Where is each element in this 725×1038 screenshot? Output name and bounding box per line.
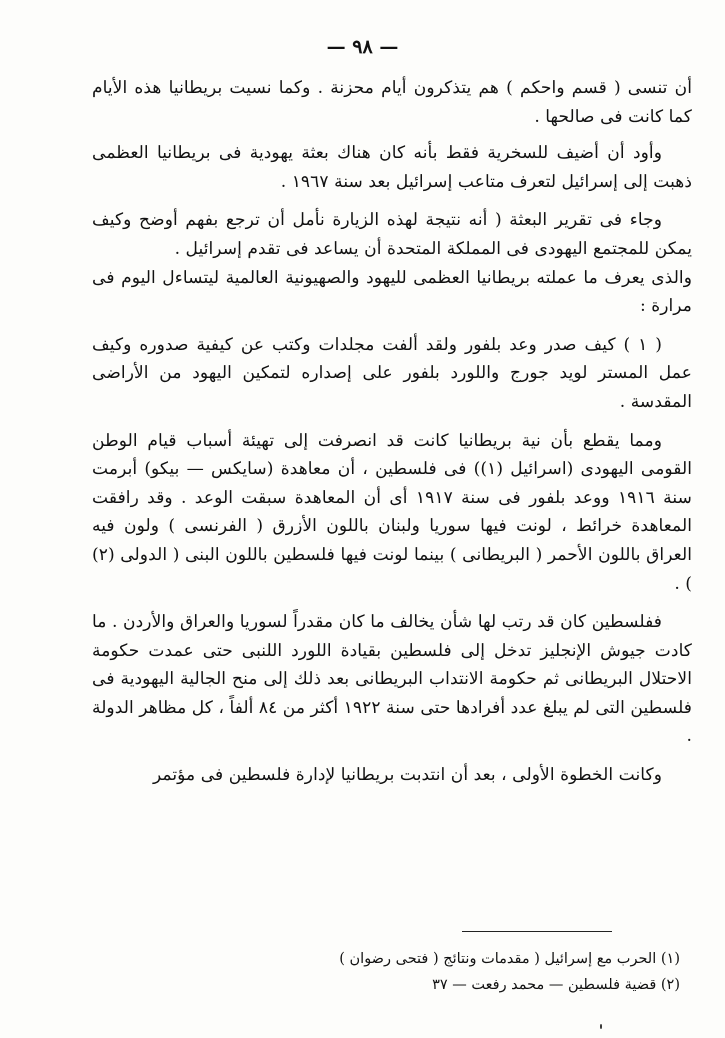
paragraph: ففلسطين كان قد رتب لها شأن يخالف ما كان مقدراً لسوريا والعراق والأردن . ما كادت جيوش الإنجليز تدخل إلى فلسطين بقيادة اللورد اللنبى حتى عمدت حكومة الاحتلال البريطانى ثم حكومة الانتداب البريطانى بعد ذلك إلى منح الجالية اليهودية فى فلسطين التى لم يبلغ عدد أفرادها حتى سنة ١٩٢٢ أكثر من ٨٤ ألفاً ، كل مظاهر الدولة .	[91, 612, 692, 747]
paragraph: وكانت الخطوة الأولى ، بعد أن انتدبت بريطانيا لإدارة فلسطين فى مؤتمر	[152, 765, 662, 786]
paragraph: وأود أن أضيف للسخرية فقط بأنه كان هناك بعثة يهودية فى بريطانيا العظمى ذهبت إلى إسرائيل لتعرف متاعب إسرائيل بعد سنة ١٩٦٧ .	[92, 143, 692, 192]
paragraph: ومما يقطع بأن نية بريطانيا كانت قد انصرفت إلى تهيئة أسباب قيام الوطن القومى اليهودى (اسرائيل (١)) فى فلسطين ، أن معاهدة (سايكس — بيكو) أبرمت سنة ١٩١٦ ووعد بلفور فى سنة ١٩١٧ أى أن المعاهدة سبقت الوعد . وقد رافقت المعاهدة خرائط ، لونت فيها سوريا ولبنان باللون الأزرق ( الفرنسى ) ولون فيه العراق باللون الأحمر ( البريطانى ) بينما لونت فيها فلسطين باللون البنى ( الدولى (٢) ) .	[92, 430, 692, 594]
footnote-divider	[462, 931, 612, 932]
paragraph: وجاء فى تقرير البعثة ( أنه نتيجة لهذه الزيارة نأمل أن ترجع بفهم أوضح وكيف يمكن للمجتمع اليهودى فى المملكة المتحدة أن يساعد فى تقدم إسرائيل .	[92, 210, 692, 259]
numbered-paragraph: ( ١ ) كيف صدر وعد بلفور ولقد ألفت مجلدات وكتب عن كيفية صدوره وكيف عمل المستر لويد جورج واللورد بلفور على إصداره لتمكين اليهود من الأراضى المقدسة .	[92, 334, 692, 412]
footnotes	[120, 946, 680, 998]
scan-speck	[600, 1024, 602, 1029]
paragraph: أن تنسى ( قسم واحكم ) هم يتذكرون أيام محزنة . وكما نسيت بريطانيا هذه الأيام كما كانت فى صالحها .	[92, 78, 692, 127]
page-number: — ٩٨ —	[326, 36, 399, 58]
body-text	[92, 74, 692, 800]
footnote: (١) الحرب مع إسرائيل ( مقدمات ونتائج ( فتحى رضوان )	[339, 951, 680, 967]
paragraph: والذى يعرف ما عملته بريطانيا العظمى لليهود والصهيونية العالمية ليتساءل اليوم فى مرارة :	[92, 267, 692, 317]
footnote: (٢) قضية فلسطين — محمد رفعت — ٣٧	[432, 977, 680, 993]
